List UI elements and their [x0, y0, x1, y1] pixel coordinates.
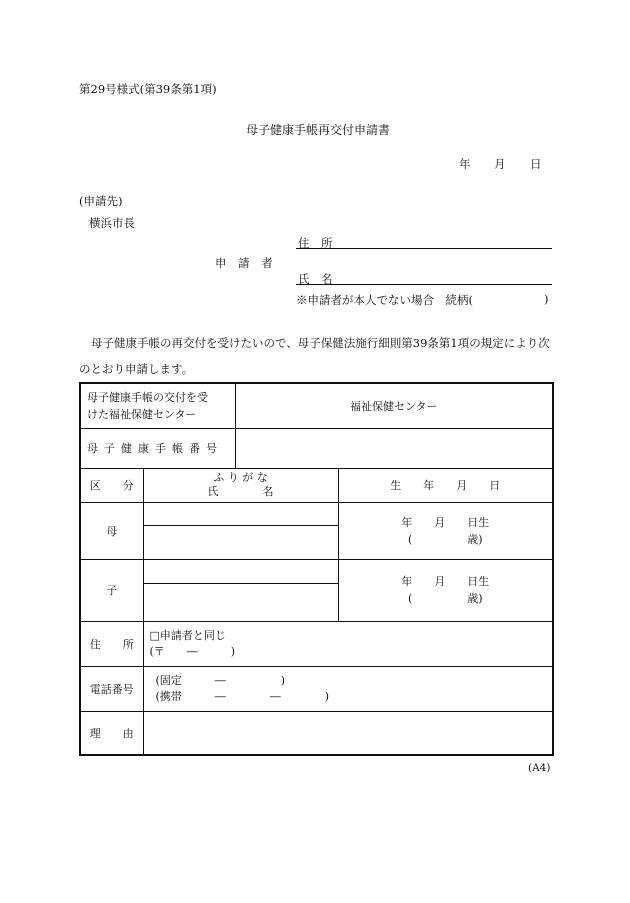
- table-row: [80, 502, 553, 525]
- application-table: [79, 382, 554, 756]
- book-number-label: 母子健康手帳番号: [80, 428, 235, 468]
- child-birth-line: 年 月 日生: [401, 575, 490, 588]
- book-number-field[interactable]: [235, 428, 553, 468]
- child-age-line: ( 歳): [407, 592, 483, 605]
- center-label-line-2: けた福祉保健センター: [87, 407, 197, 421]
- child-furigana-field[interactable]: [143, 559, 338, 583]
- name-header: [143, 468, 338, 502]
- recipient: 横浜市長: [89, 216, 135, 230]
- mother-name-field[interactable]: [143, 525, 338, 559]
- shimei-header: 氏 名: [207, 485, 274, 498]
- document-title: 母子健康手帳再交付申請書: [246, 123, 391, 137]
- child-birth-field[interactable]: [338, 559, 553, 621]
- paper-size: (A4): [528, 762, 551, 774]
- form-number: 第29号様式(第39条第1項): [79, 82, 217, 96]
- mother-birth-line: 年 月 日生: [401, 515, 490, 529]
- mother-age-line: ( 歳): [407, 532, 483, 546]
- body-text-line-1: 母子健康手帳の再交付を受けたいので、母子保健法施行細則第39条第1項の規定により次: [91, 336, 550, 350]
- table-row: [80, 428, 553, 468]
- mother-label: 母: [80, 502, 143, 559]
- postal-code-field[interactable]: (〒 ― ): [149, 644, 236, 658]
- address-label: 住 所: [80, 621, 143, 666]
- mobile-field[interactable]: (携帯 ― ― ): [155, 689, 330, 703]
- birth-header: 生 年 月 日: [338, 468, 553, 502]
- applicant-address-label: 住 所: [298, 236, 333, 250]
- center-value[interactable]: 福祉保健センター: [235, 383, 553, 428]
- body-text-line-2: のとおり申請します。: [79, 362, 194, 376]
- furigana-header: ふ り が な: [213, 471, 268, 484]
- kubun-header: 区 分: [80, 468, 143, 502]
- table-row: [80, 559, 553, 583]
- applicant-label: 申 請 者: [215, 256, 277, 270]
- address-field[interactable]: [143, 621, 553, 666]
- applicant-address-field[interactable]: [296, 234, 552, 249]
- center-label: [80, 383, 235, 428]
- reason-label: 理 由: [80, 711, 143, 755]
- phone-field[interactable]: [143, 666, 553, 711]
- child-label: 子: [80, 559, 143, 621]
- recipient-label: (申請先): [79, 194, 123, 208]
- table-row: [80, 711, 553, 755]
- date-month: 月: [494, 157, 506, 171]
- reason-field[interactable]: [143, 711, 553, 755]
- same-as-applicant-checkbox[interactable]: □申請者と同じ: [149, 628, 226, 642]
- mother-birth-field[interactable]: [338, 502, 553, 559]
- relationship-note-close: ): [544, 292, 549, 306]
- date-day: 日: [530, 157, 542, 171]
- center-label-line-1: 母子健康手帳の交付を受: [87, 390, 208, 404]
- table-row: [80, 468, 553, 502]
- phone-label: 電話番号: [80, 666, 143, 711]
- landline-field[interactable]: (固定 ― ): [155, 673, 286, 687]
- relationship-note: ※申請者が本人でない場合 続柄(: [296, 293, 473, 307]
- table-row: [80, 621, 553, 666]
- applicant-name-label: 氏 名: [298, 272, 333, 286]
- table-row: [80, 666, 553, 711]
- mother-furigana-field[interactable]: [143, 502, 338, 525]
- table-row: [80, 383, 553, 428]
- child-name-field[interactable]: [143, 583, 338, 621]
- date-year: 年: [459, 157, 471, 171]
- applicant-name-field[interactable]: [296, 270, 552, 285]
